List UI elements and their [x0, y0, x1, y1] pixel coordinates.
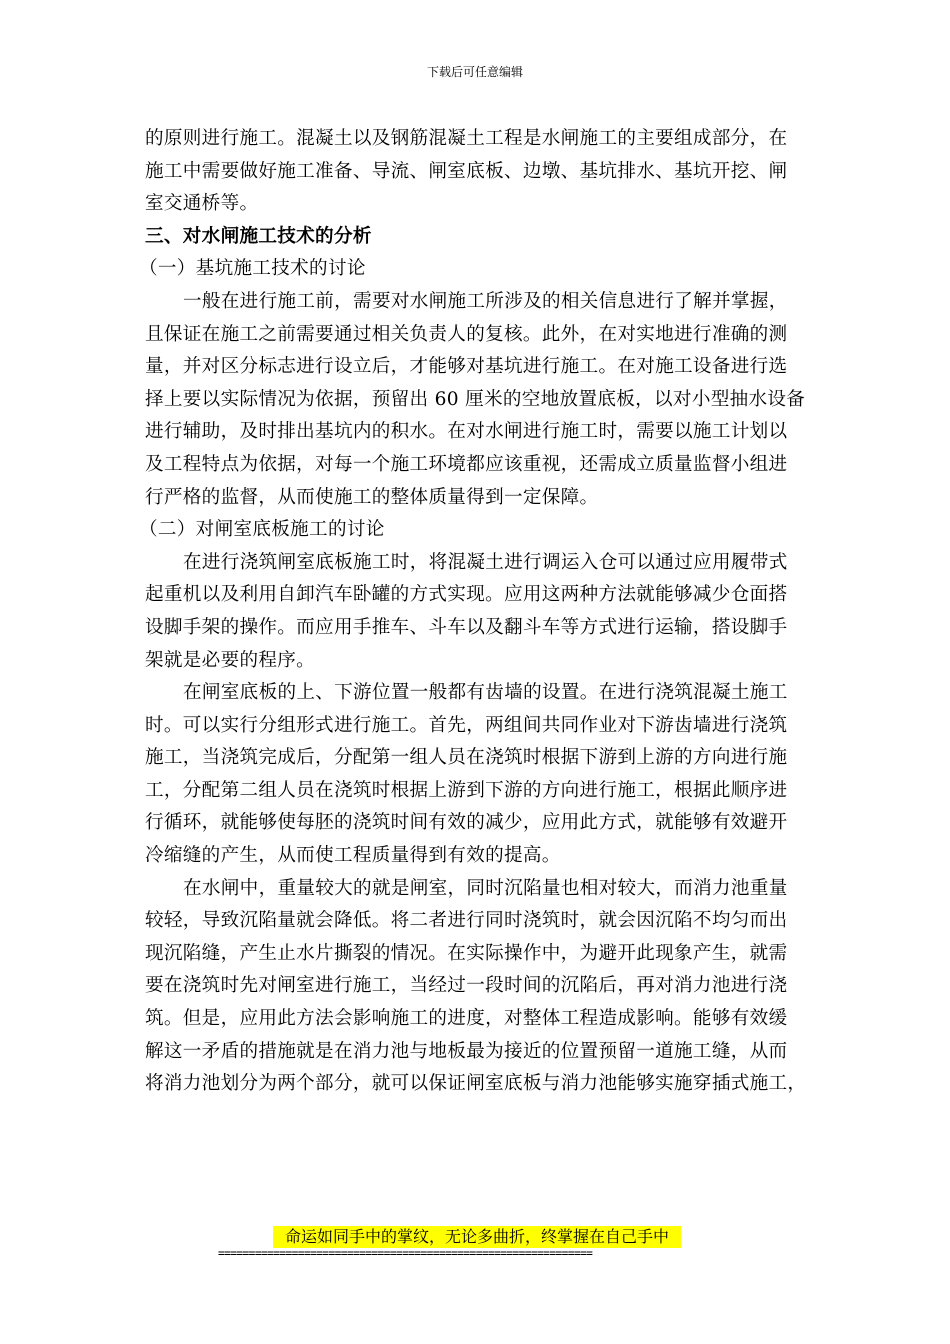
paragraph-line: 设脚手架的操作。而应用手推车、斗车以及翻斗车等方式进行运输，搭设脚手: [145, 616, 788, 638]
paragraph-line: 要在浇筑时先对闸室进行施工，当经过一段时间的沉陷后，再对消力池进行浇: [145, 975, 788, 997]
section-heading: 三、对水闸施工技术的分析: [145, 225, 372, 247]
paragraph-line: 解这一矛盾的措施就是在消力池与地板最为接近的位置预留一道施工缝，从而: [145, 1040, 788, 1062]
footer-motto: 命运如同手中的掌纹，无论多曲折，终掌握在自己手中: [273, 1226, 681, 1248]
paragraph-line: 筑。但是，应用此方法会影响施工的进度，对整体工程造成影响。能够有效缓: [145, 1008, 788, 1030]
paragraph-line: 的原则进行施工。混凝土以及钢筋混凝土工程是水闸施工的主要组成部分，在: [145, 128, 788, 149]
paragraph-line: 将消力池划分为两个部分，就可以保证闸室底板与消力池能够实施穿插式施工，: [145, 1073, 807, 1095]
paragraph-line: 冷缩缝的产生，从而使工程质量得到有效的提高。: [145, 845, 561, 867]
paragraph-line: 在水闸中，重量较大的就是闸室，同时沉陷量也相对较大，而消力池重量: [183, 877, 788, 899]
paragraph-line: 较轻，导致沉陷量就会降低。将二者进行同时浇筑时，就会因沉陷不均匀而出: [145, 910, 788, 932]
paragraph-line: 施工中需要做好施工准备、导流、闸室底板、边墩、基坑排水、基坑开挖、闸: [145, 160, 788, 182]
paragraph-line: 起重机以及利用自卸汽车卧罐的方式实现。应用这两种方法就能够减少仓面搭: [145, 584, 788, 606]
paragraph-line: 室交通桥等。: [145, 193, 259, 215]
paragraph-line: 及工程特点为依据，对每一个施工环境都应该重视，还需成立质量监督小组进: [145, 453, 788, 475]
paragraph-line: 且保证在施工之前需要通过相关负责人的复核。此外，在对实地进行准确的测: [145, 323, 788, 345]
paragraph-line: 进行辅助，及时排出基坑内的积水。在对水闸进行施工时，需要以施工计划以: [145, 421, 788, 443]
paragraph-line: 施工，当浇筑完成后，分配第一组人员在浇筑时根据下游到上游的方向进行施: [145, 747, 788, 769]
paragraph-line: 量，并对区分标志进行设立后，才能够对基坑进行施工。在对施工设备进行选: [145, 356, 788, 378]
paragraph-line: 工，分配第二组人员在浇筑时根据上游到下游的方向进行施工，根据此顺序进: [145, 779, 788, 801]
paragraph-line: 行严格的监督，从而使施工的整体质量得到一定保障。: [145, 486, 599, 508]
paragraph-line: 行循环，就能够使每胚的浇筑时间有效的减少，应用此方式，就能够有效避开: [145, 812, 788, 834]
paragraph-line: 在进行浇筑闸室底板施工时，将混凝土进行调运入仓可以通过应用履带式: [183, 551, 788, 573]
paragraph-line: 一般在进行施工前，需要对水闸施工所涉及的相关信息进行了解并掌握，: [183, 290, 788, 312]
footer-divider: =============================================================: [218, 1247, 593, 1260]
subsection-heading: （二）对闸室底板施工的讨论: [139, 519, 385, 541]
page-header: 下载后可任意编辑: [426, 65, 523, 79]
subsection-heading: （一）基坑施工技术的讨论: [139, 258, 366, 280]
paragraph-line: 时。可以实行分组形式进行施工。首先，两组间共同作业对下游齿墙进行浇筑: [145, 714, 788, 736]
paragraph-line: 现沉陷缝，产生止水片撕裂的情况。在实际操作中，为避开此现象产生，就需: [145, 942, 788, 964]
document-body: [139, 123, 810, 1101]
paragraph-line: 择上要以实际情况为依据，预留出 60 厘米的空地放置底板，以对小型抽水设备: [145, 388, 806, 410]
paragraph-line: 架就是必要的程序。: [145, 649, 316, 671]
paragraph-line: 在闸室底板的上、下游位置一般都有齿墙的设置。在进行浇筑混凝土施工: [183, 682, 788, 704]
